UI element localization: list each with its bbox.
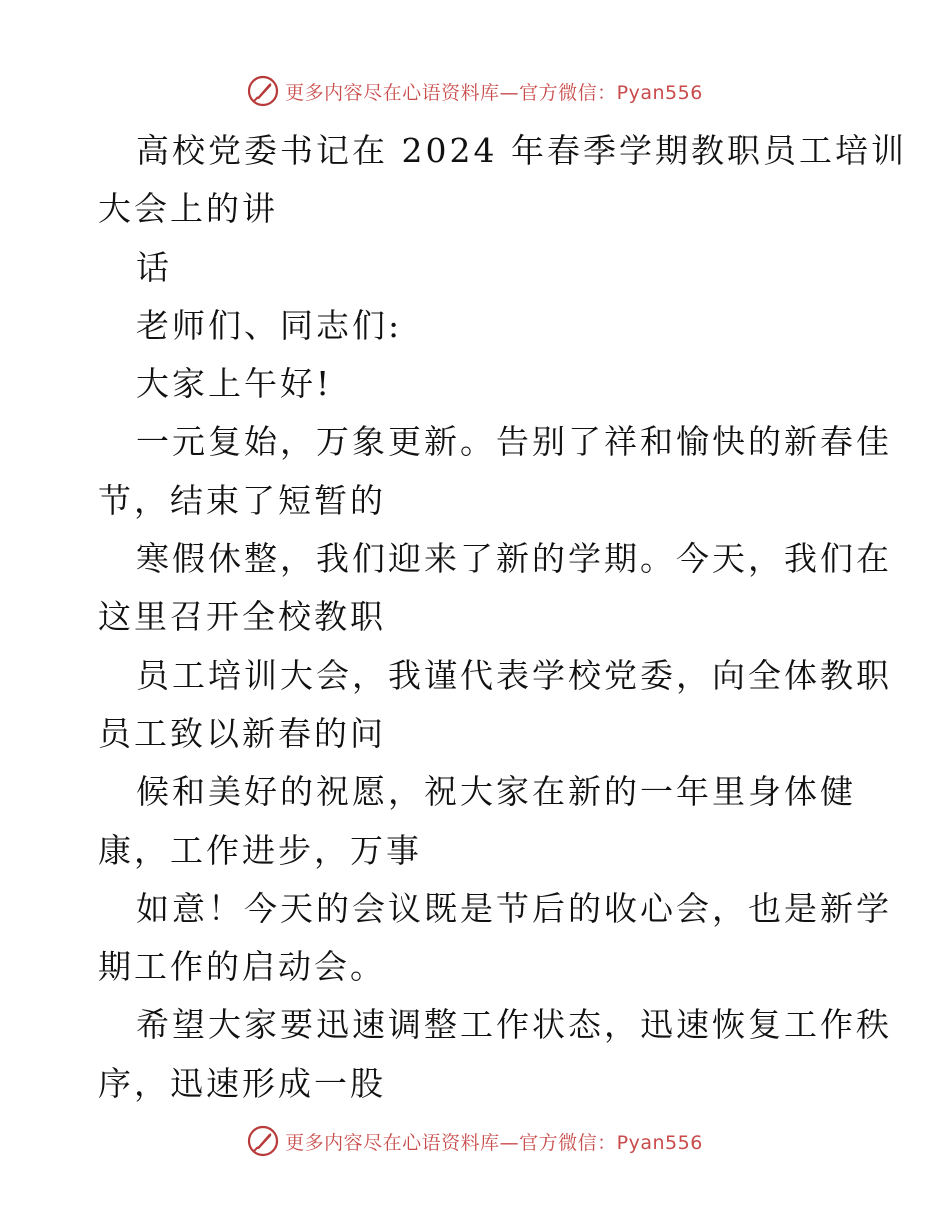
text-line: 高校党委书记在 2024 年春季学期教职员工培训: [136, 131, 907, 170]
text-line: 这里召开全校教职: [98, 597, 386, 637]
watermark-text: 更多内容尽在心语资料库—官方微信：Pyan556: [285, 81, 703, 104]
text-line: 序，迅速形成一股: [98, 1063, 386, 1103]
feather-pen-logo-icon: [247, 75, 279, 107]
text-line: 希望大家要迅速调整工作状态，迅速恢复工作秩: [136, 1005, 892, 1045]
text-line: 如意！今天的会议既是节后的收心会，也是新学: [136, 888, 892, 928]
text-line: 期工作的启动会。: [98, 947, 386, 987]
text-line: 候和美好的祝愿，祝大家在新的一年里身体健: [136, 772, 856, 812]
text-line: 话: [136, 247, 172, 287]
salutation: 老师们、同志们:: [136, 305, 403, 345]
text-line: 寒假休整，我们迎来了新的学期。今天，我们在: [136, 539, 892, 579]
footer-watermark: [0, 1121, 950, 1161]
text-line: 康，工作进步，万事: [98, 830, 422, 870]
text-line: 一元复始，万象更新。告别了祥和愉快的新春佳: [136, 422, 892, 462]
text-line: 大会上的讲: [98, 189, 278, 229]
text-line: 员工致以新春的问: [98, 713, 386, 753]
text-line: 节，结束了短暂的: [98, 480, 386, 520]
text-line: 员工培训大会，我谨代表学校党委，向全体教职: [136, 655, 892, 695]
header-watermark: [0, 71, 950, 111]
greeting: 大家上午好!: [136, 364, 333, 404]
feather-pen-logo-icon: [247, 1125, 279, 1157]
document-body: [98, 122, 907, 1113]
watermark-text: 更多内容尽在心语资料库—官方微信：Pyan556: [285, 1131, 703, 1154]
